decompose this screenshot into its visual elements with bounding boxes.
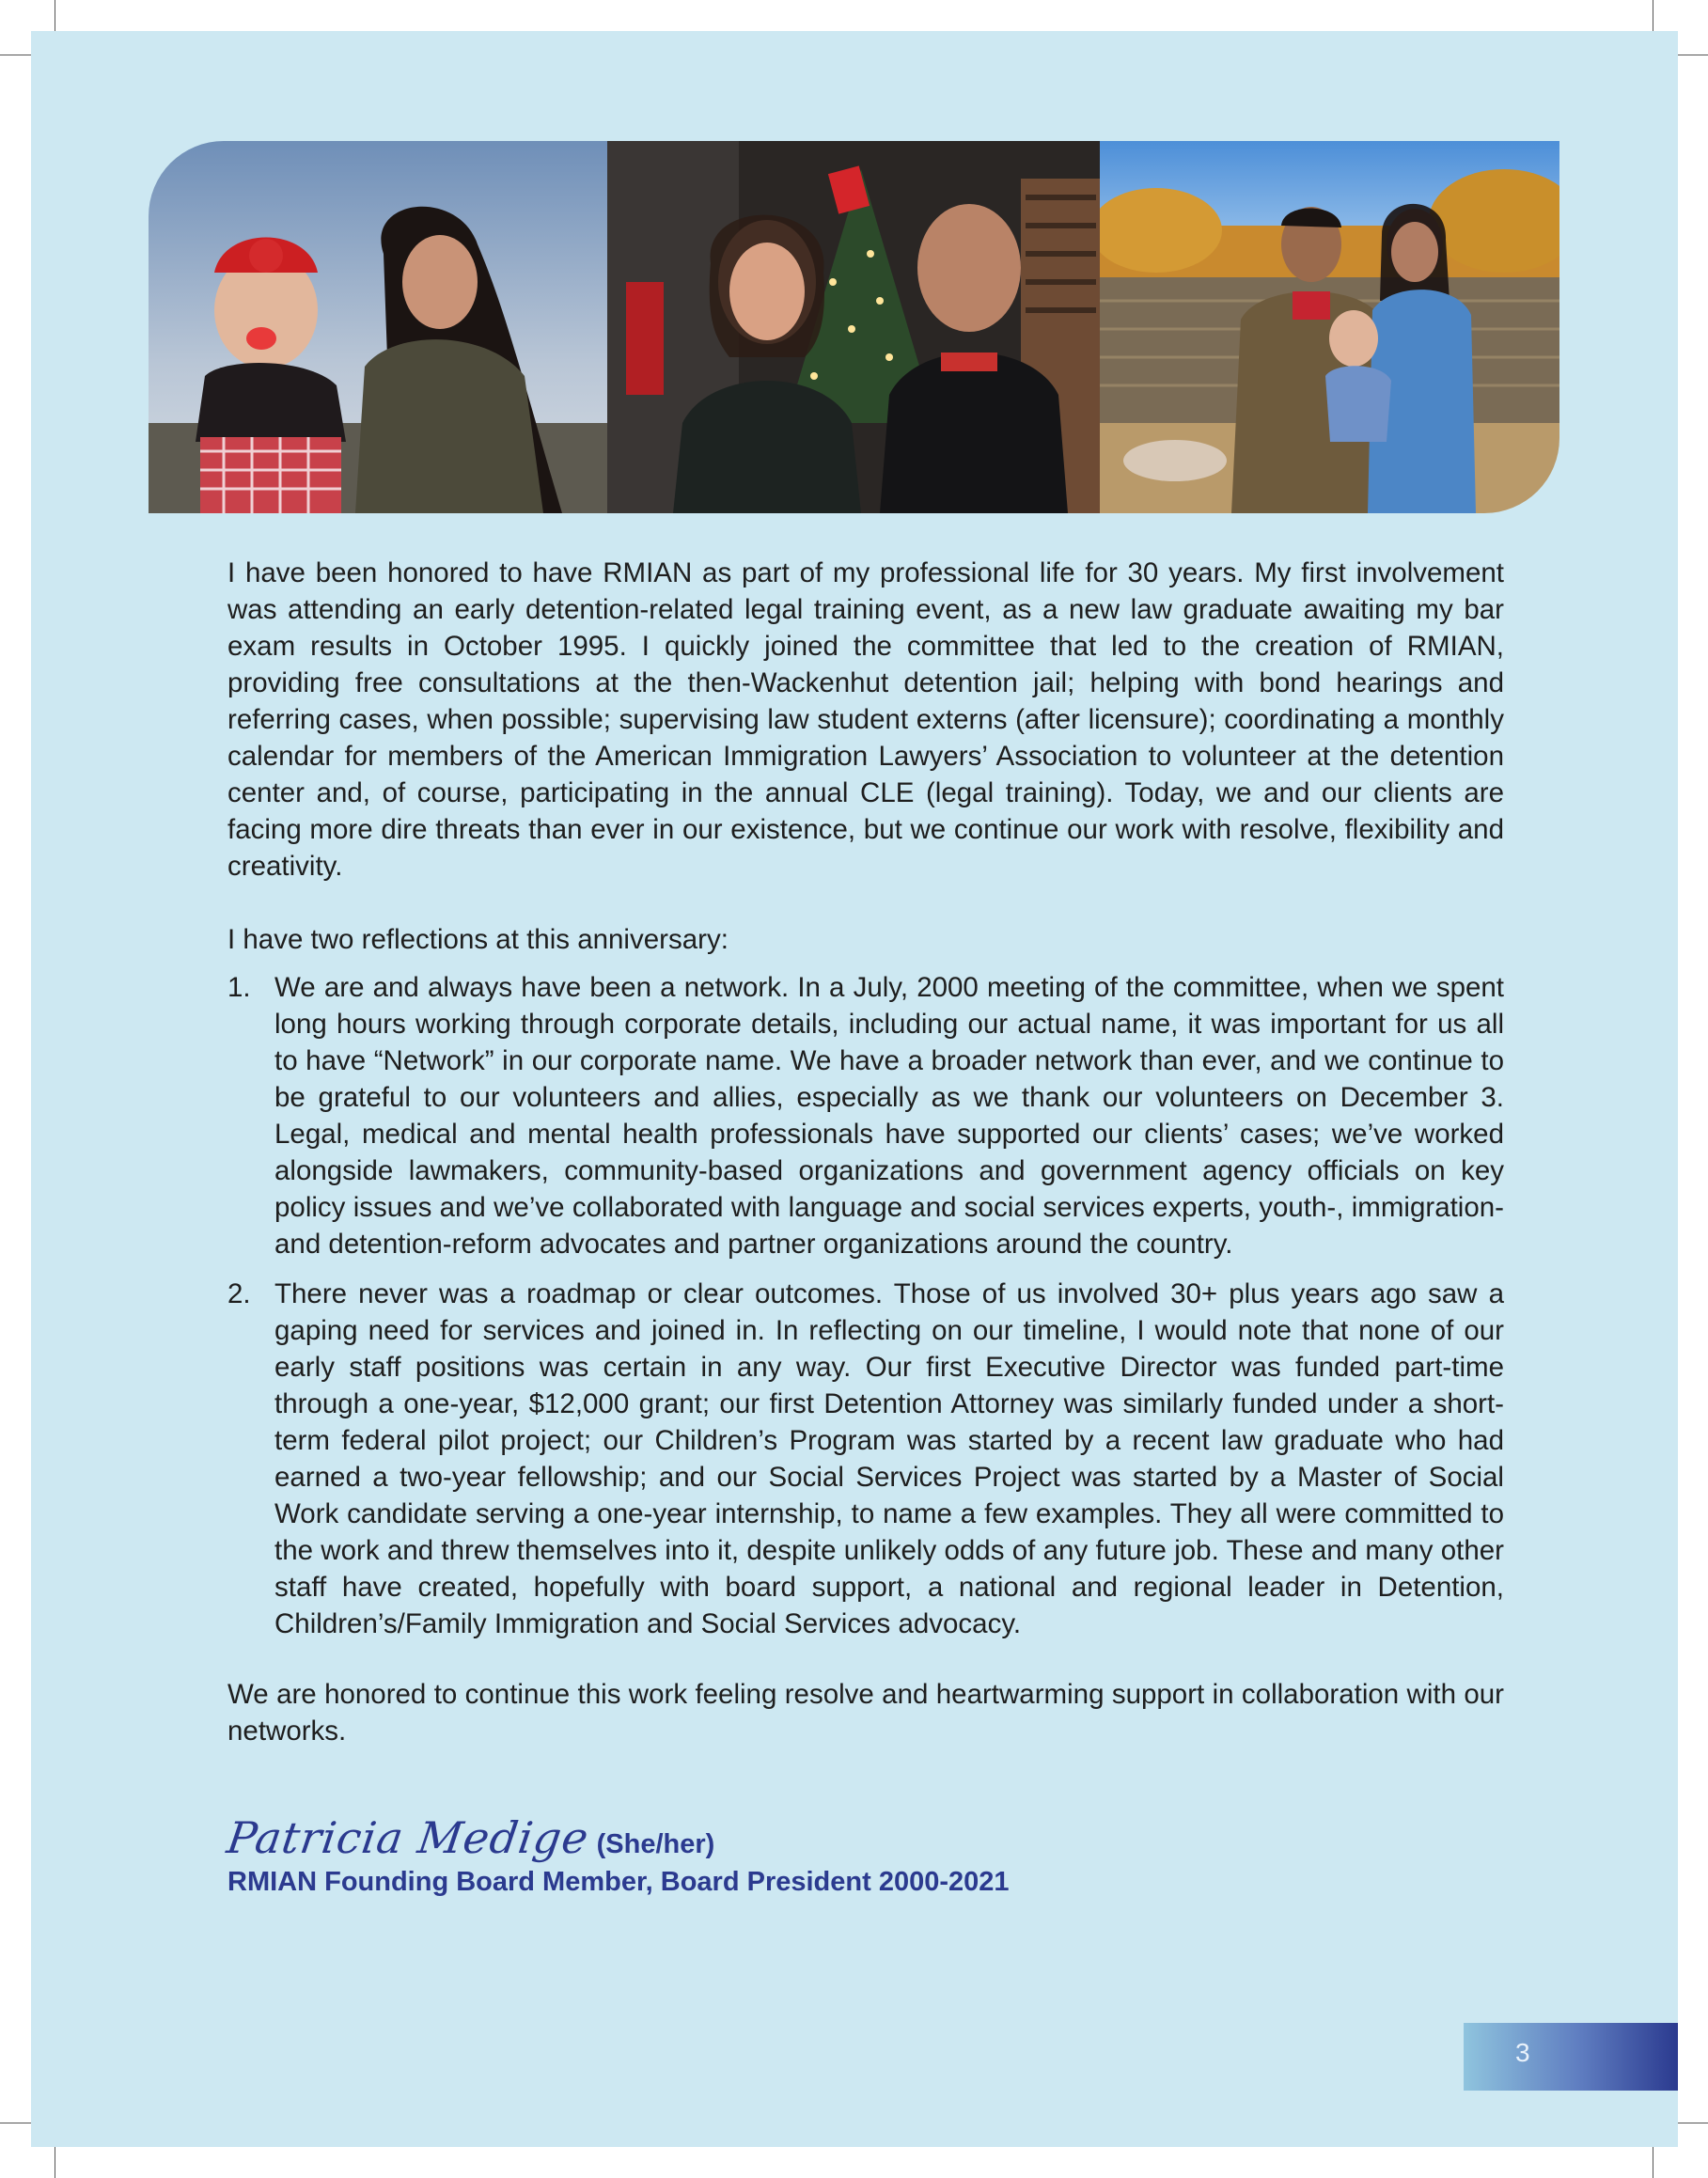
pronouns: (She/her) xyxy=(596,1829,715,1859)
list-item xyxy=(227,1276,1504,1642)
closing-paragraph: We are honored to continue this work feeling resolve and heartwarming support in collaboration with our networks. xyxy=(227,1679,1504,1747)
reflections-list xyxy=(227,969,1504,1642)
list-item-text: We are and always have been a network. In a July, 2000 meeting of the committee, when we spent long hours working through corporate details, including our actual name, it was important for us all to have “Network” in our corporate name. We have a broader network than ever, and we continue to be grateful to our volunteers and allies, especially as we thank our volunteers on December 3. Legal, medical and mental health professionals have supported our clients’ cases; we’ve worked alongside lawmakers, community-based organizations and government agency officials on key policy issues and we’ve collaborated with language and social services experts, youth-, immigration- and detention-reform advocates and partner organizations around the country. xyxy=(274,972,1504,1260)
signer-title: RMIAN Founding Board Member, Board President 2000-2021 xyxy=(227,1867,1010,1897)
signature-block xyxy=(224,1812,1010,1898)
list-number: 2. xyxy=(227,1278,251,1309)
page-number: 3 xyxy=(1515,2038,1530,2067)
list-item-text: There never was a roadmap or clear outcomes. Those of us involved 30+ plus years ago saw a gaping need for services and joined in. In reflecting on our timeline, I would note that none of our early staff positions was certain in any way. Our first Executive Director was funded part-time through a one-year, $12,000 grant; our first Detention Attorney was similarly funded under a short-term federal pilot project; our Children’s Program was started by a recent law graduate who had earned a two-year fellowship; and our Social Services Project was started by a Master of Social Work candidate serving a one-year internship, to name a few examples. They all were committed to the work and threw themselves into it, despite unlikely odds of any future job. These and many other staff have created, hopefully with board support, a national and regional leader in Detention, Children’s/Family Immigration and Social Services advocacy. xyxy=(274,1278,1504,1639)
list-number: 1. xyxy=(227,972,251,1003)
page-number-tab xyxy=(1464,2023,1678,2091)
handwritten-signature: Patricia Medige xyxy=(224,1812,592,1863)
mother-and-baby-photo xyxy=(149,141,607,513)
letter-body xyxy=(227,555,1504,1749)
reflections-intro: I have two reflections at this anniversary: xyxy=(227,924,729,955)
list-item xyxy=(227,969,1504,1262)
photo-strip xyxy=(149,141,1559,513)
intro-paragraph: I have been honored to have RMIAN as part of my professional life for 30 years. My first involvement was attending an early detention-related legal training event, as a new law graduate awaiting my bar exam results in October 1995. I quickly joined the committee that led to the creation of RMIAN, providing free consultations at the then-Wackenhut detention jail; helping with bond hearings and referring cases, when possible; supervising law student externs (after licensure); coordinating a monthly calendar for members of the American Immigration Lawyers’ Association to volunteer at the detention center and, of course, participating in the annual CLE (legal training). Today, we and our clients are facing more dire threats than ever in our existence, but we continue our work with resolve, flexibility and creativity. xyxy=(227,557,1504,882)
two-people-christmas-tree-photo xyxy=(607,141,1100,513)
family-by-lake-photo xyxy=(1100,141,1559,513)
